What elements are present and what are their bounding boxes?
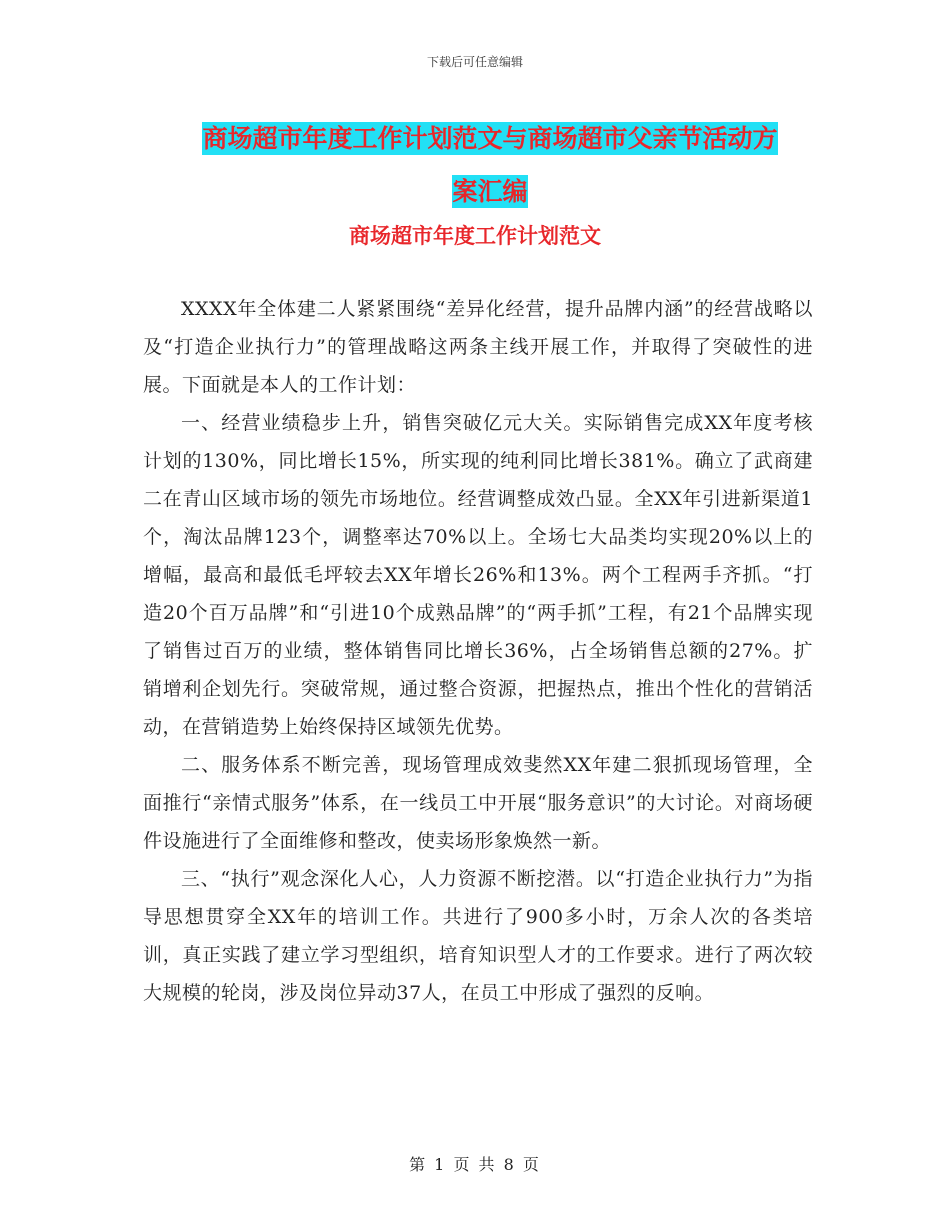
paragraph-3: 三、“执行”观念深化人心，人力资源不断挖潜。以“打造企业执行力”为指导思想贯穿全XX年的培训工作。共进行了900多小时，万余人次的各类培训，真正实践了建立学习型组织，培育知识型人才的工作要求。进行了两次较大规模的轮岗，涉及岗位异动37人，在员工中形成了强烈的反响。 <box>143 868 813 1004</box>
header-note: 下载后可任意编辑 <box>426 55 523 69</box>
page-footer: 第 1 页 共 8 页 <box>409 1155 541 1174</box>
document-title-line-2: 案汇编 <box>452 177 528 206</box>
section-title: 商场超市年度工作计划范文 <box>349 223 601 248</box>
document-title <box>140 112 840 218</box>
paragraph-intro: XXXX年全体建二人紧紧围绕“差异化经营，提升品牌内涵”的经营战略以及“打造企业执行力”的管理战略这两条主线开展工作，并取得了突破性的进展。下面就是本人的工作计划： <box>143 298 813 396</box>
document-title-line-1: 商场超市年度工作计划范文与商场超市父亲节活动方 <box>202 124 778 153</box>
paragraph-2: 二、服务体系不断完善，现场管理成效斐然XX年建二狠抓现场管理，全面推行“亲情式服务”体系，在一线员工中开展“服务意识”的大讨论。对商场硬件设施进行了全面维修和整改，使卖场形象焕然一新。 <box>143 754 813 852</box>
document-body <box>143 290 813 1012</box>
paragraph-1: 一、经营业绩稳步上升，销售突破亿元大关。实际销售完成XX年度考核计划的130%，同比增长15%，所实现的纯利同比增长381%。确立了武商建二在青山区域市场的领先市场地位。经营调整成效凸显。全XX年引进新渠道1个，淘汰品牌123个，调整率达70%以上。全场七大品类均实现20%以上的增幅，最高和最低毛坪较去XX年增长26%和13%。两个工程两手齐抓。“打造20个百万品牌”和“引进10个成熟品牌”的“两手抓”工程，有21个品牌实现了销售过百万的业绩，整体销售同比增长36%，占全场销售总额的27%。扩销增利企划先行。突破常规，通过整合资源，把握热点，推出个性化的营销活动，在营销造势上始终保持区域领先优势。 <box>143 412 813 738</box>
